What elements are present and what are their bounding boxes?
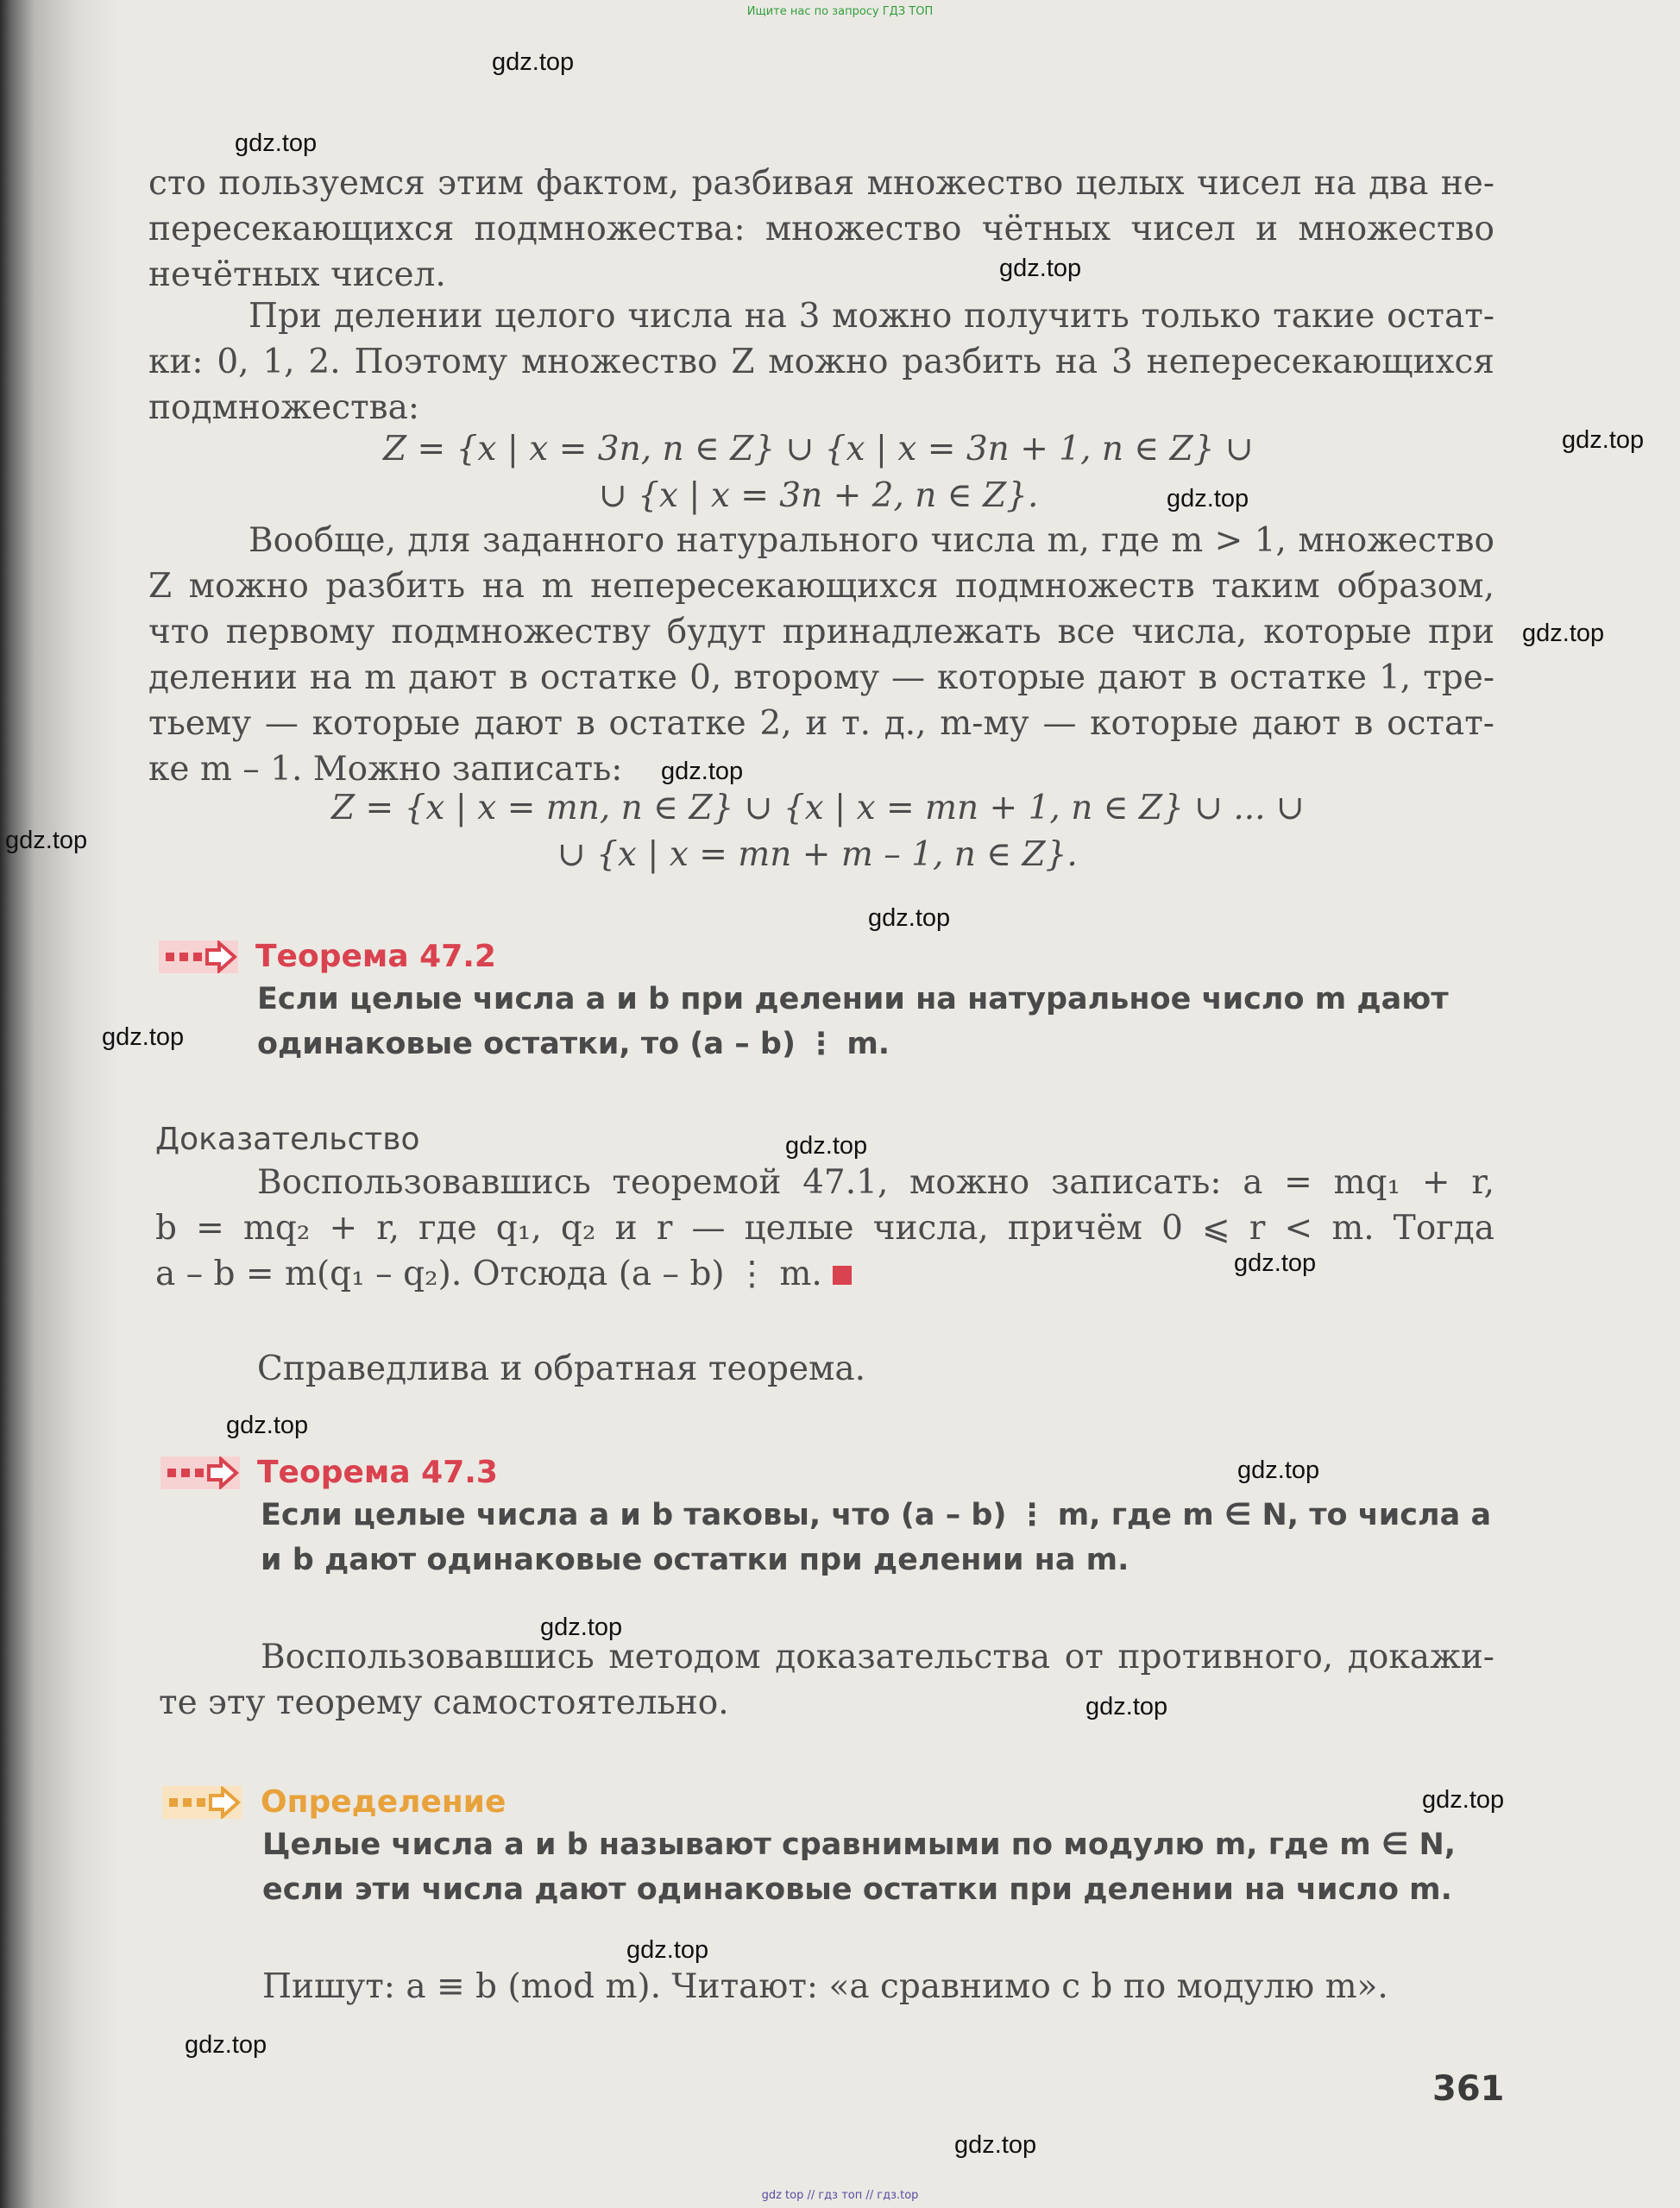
text-line: Справедлива и обратная теорема. xyxy=(257,1349,866,1388)
formula-z-modm-line2: ∪ {x | x = mn + m – 1, n ∈ Z}. xyxy=(557,835,1078,874)
paragraph-intro xyxy=(148,160,1494,298)
page-number: 361 xyxy=(1432,2069,1505,2109)
text-line: что первому подмножеству будут принадлежать все числа, которые при xyxy=(148,613,1494,651)
arrow-bullet-icon xyxy=(159,940,238,973)
text-line: ке m – 1. Можно записать: xyxy=(148,750,623,789)
text-line: b = mq₂ + r, где q₁, q₂ и r — целые числа, причём 0 ⩽ r < m. Тогда xyxy=(155,1209,1494,1248)
proof-label: Доказательство xyxy=(155,1122,420,1157)
watermark: gdz.top xyxy=(1522,620,1605,647)
watermark: gdz.top xyxy=(868,904,951,932)
arrow-bullet-icon xyxy=(162,1786,242,1819)
watermark: gdz.top xyxy=(1237,1456,1320,1484)
text-line: подмножества: xyxy=(148,388,420,427)
theorem-47-2-body xyxy=(257,977,1500,1066)
theorem-47-3-title: Теорема 47.3 xyxy=(257,1455,498,1490)
watermark: gdz.top xyxy=(1167,485,1249,513)
watermark: gdz.top xyxy=(226,1412,309,1439)
exercise-paragraph xyxy=(159,1634,1494,1726)
watermark: gdz.top xyxy=(1234,1249,1317,1277)
text-line: Воспользовавшись теоремой 47.1, можно записать: a = mq₁ + r, xyxy=(257,1163,1494,1202)
watermark: gdz.top xyxy=(626,1936,709,1964)
theorem-line: одинаковые остатки, то (a – b) ⋮ m. xyxy=(257,1027,890,1061)
paragraph-general-m xyxy=(148,518,1494,792)
watermark: gdz.top xyxy=(185,2031,267,2059)
paragraph-remainders-3 xyxy=(148,293,1494,431)
text-line: ки: 0, 1, 2. Поэтому множество Z можно разбить на 3 непересекающихся xyxy=(148,343,1494,381)
footer-links[interactable]: gdz top // гдз топ // гдз.top xyxy=(761,2189,919,2202)
qed-square-icon xyxy=(833,1266,852,1285)
arrow-bullet-icon xyxy=(160,1456,240,1489)
theorem-47-2-title: Теорема 47.2 xyxy=(255,939,496,974)
header-link[interactable]: Ищите нас по запросу ГДЗ ТОП xyxy=(746,5,934,18)
watermark: gdz.top xyxy=(1085,1693,1168,1720)
definition-line: если эти числа дают одинаковые остатки при делении на число m. xyxy=(262,1872,1452,1907)
text-line: сто пользуемся этим фактом, разбивая множество целых чисел на два не- xyxy=(148,164,1494,203)
text-line: те эту теорему самостоятельно. xyxy=(159,1683,729,1722)
watermark: gdz.top xyxy=(999,255,1082,282)
book-spine-shadow xyxy=(0,0,121,2208)
text-line: Z можно разбить на m непересекающихся подмножеств таким образом, xyxy=(148,567,1494,606)
formula-z-mod3-line2: ∪ {x | x = 3n + 2, n ∈ Z}. xyxy=(599,476,1039,515)
watermark: gdz.top xyxy=(1562,426,1645,454)
text-line: пересекающихся подмножества: множество чётных чисел и множество xyxy=(148,210,1494,248)
text-line: При делении целого числа на 3 можно получить только такие остат- xyxy=(249,297,1494,336)
definition-title: Определение xyxy=(261,1784,507,1820)
definition-line: Целые числа a и b называют сравнимыми по модулю m, где m ∈ N, xyxy=(262,1827,1457,1862)
watermark: gdz.top xyxy=(1422,1786,1505,1814)
theorem-line: Если целые числа a и b таковы, что (a – b) ⋮ m, где m ∈ N, то числа a xyxy=(261,1498,1492,1532)
text-line: тьему — которые дают в остатке 2, и т. д., m-му — которые дают в остат- xyxy=(148,704,1494,743)
text-line: Пишут: a ≡ b (mod m). Читают: «a сравнимо с b по модулю m». xyxy=(262,1967,1388,2006)
text-line: Воспользовавшись методом доказательства от противного, докажи- xyxy=(261,1638,1494,1676)
formula-z-mod3-line1: Z = {x | x = 3n, n ∈ Z} ∪ {x | x = 3n + 1, n ∈ Z} ∪ xyxy=(383,430,1254,469)
watermark: gdz.top xyxy=(235,129,318,157)
text-line: a – b = m(q₁ – q₂). Отсюда (a – b) ⋮ m. xyxy=(155,1251,1494,1297)
text-line: Вообще, для заданного натурального числа m, где m > 1, множество xyxy=(249,521,1494,560)
theorem-line: Если целые числа a и b при делении на натуральное число m дают xyxy=(257,982,1449,1016)
watermark: gdz.top xyxy=(102,1023,185,1051)
text-line: делении на m дают в остатке 0, второму — которые дают в остатке 1, тре- xyxy=(148,658,1494,697)
text-line: нечётных чисел. xyxy=(148,255,446,294)
notation-paragraph xyxy=(262,1964,1470,2010)
proof-body xyxy=(155,1160,1494,1297)
watermark: gdz.top xyxy=(5,827,88,854)
watermark: gdz.top xyxy=(661,758,744,785)
definition-body xyxy=(262,1822,1505,1912)
watermark: gdz.top xyxy=(492,48,575,76)
watermark: gdz.top xyxy=(785,1132,868,1160)
theorem-47-3-body xyxy=(261,1493,1503,1582)
theorem-line: и b дают одинаковые остатки при делении на m. xyxy=(261,1543,1129,1577)
watermark: gdz.top xyxy=(540,1614,623,1641)
formula-z-modm-line1: Z = {x | x = mn, n ∈ Z} ∪ {x | x = mn + 1, n ∈ Z} ∪ ... ∪ xyxy=(331,789,1305,827)
watermark: gdz.top xyxy=(954,2131,1037,2159)
converse-note xyxy=(257,1346,1293,1392)
